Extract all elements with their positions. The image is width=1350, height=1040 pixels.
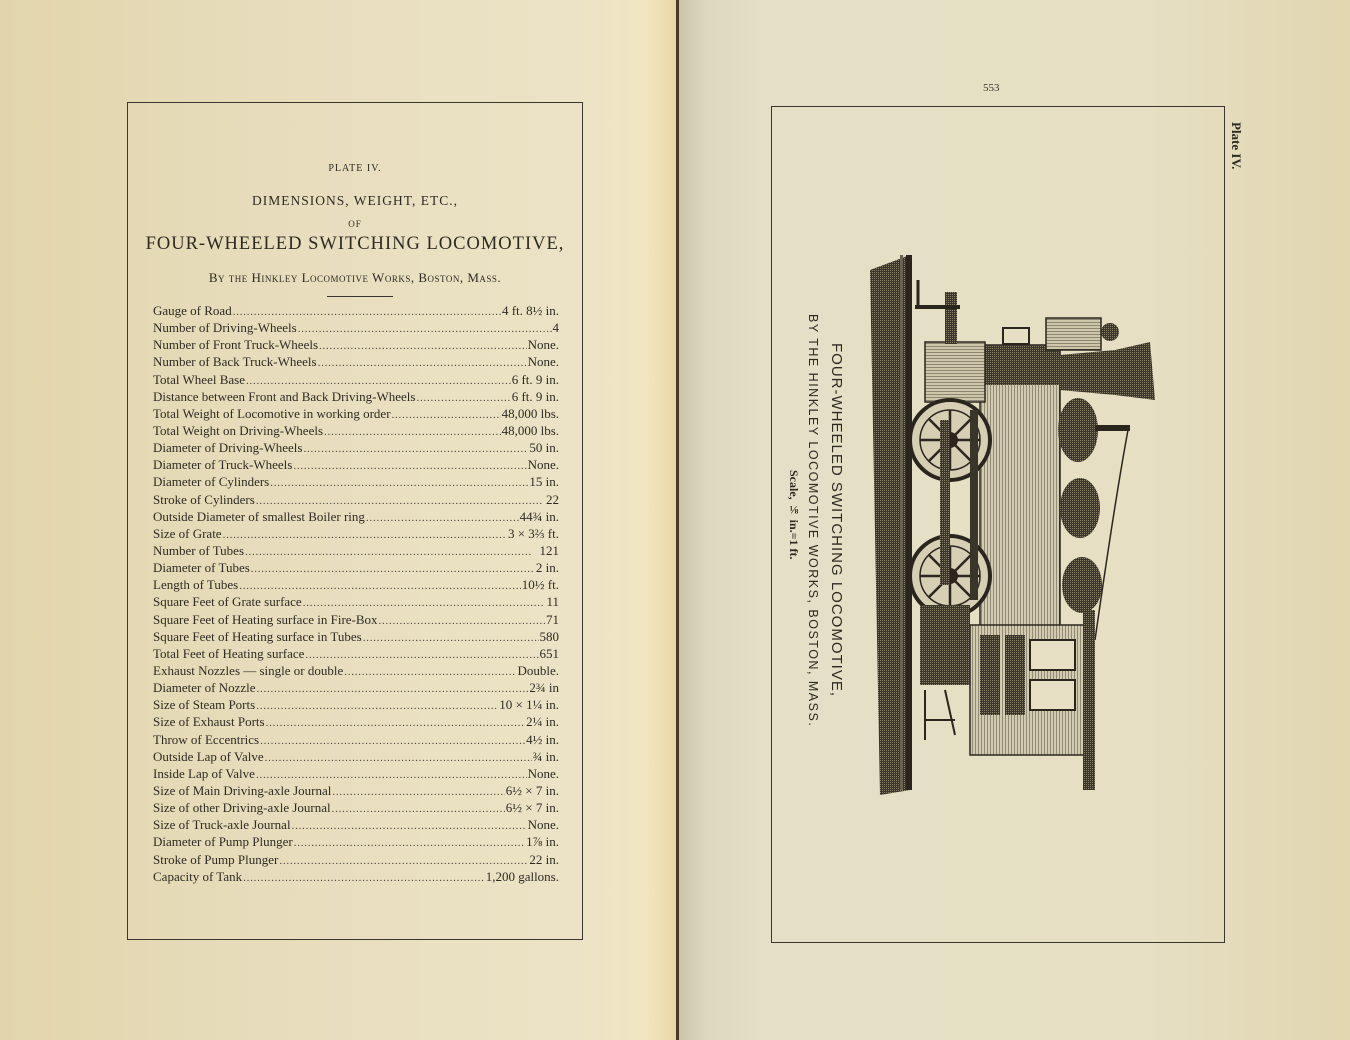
spec-value: None.	[527, 354, 559, 370]
spec-label: Total Wheel Base	[153, 371, 245, 387]
leader-dots	[324, 424, 501, 439]
spec-label: Distance between Front and Back Driving-Wheels	[153, 388, 416, 404]
leader-dots	[239, 578, 521, 593]
spec-label: Outside Lap of Valve	[153, 748, 264, 764]
spec-label: Size of Truck-axle Journal	[153, 817, 291, 833]
spec-value: 4 ft. 8½ in.	[501, 303, 559, 318]
spec-label: Total Feet of Heating surface	[153, 645, 305, 661]
spec-label: Exhaust Nozzles — single or double	[153, 662, 344, 678]
spec-label: Stroke of Cylinders	[153, 491, 255, 507]
spec-row	[153, 679, 559, 696]
spec-row	[153, 731, 559, 748]
spec-row	[153, 713, 559, 730]
spec-value: None.	[527, 337, 559, 353]
leader-dots	[305, 647, 538, 662]
spec-value: 6 ft. 9 in.	[511, 371, 559, 387]
spec-label: Outside Diameter of smallest Boiler ring	[153, 508, 365, 524]
leader-dots	[294, 835, 525, 850]
plate-label: PLATE IV.	[328, 163, 382, 174]
spec-value: 580	[539, 628, 559, 644]
leader-dots	[416, 390, 510, 405]
spec-value: 3 × 3⅔ ft.	[507, 525, 559, 541]
spec-row	[153, 611, 559, 628]
leader-dots	[246, 373, 511, 388]
spec-label: Number of Front Truck-Wheels	[153, 337, 319, 353]
spec-row	[153, 696, 559, 713]
spec-value: 22	[546, 491, 559, 507]
spec-value: Double.	[517, 662, 559, 678]
spec-value: 651	[539, 645, 559, 661]
spec-row	[153, 336, 559, 353]
spec-label: Diameter of Truck-Wheels	[153, 457, 293, 473]
leader-dots	[251, 561, 535, 576]
spec-row	[153, 782, 559, 799]
spec-value: 71	[546, 611, 559, 627]
illustration-caption-byline: BY THE HINKLEY LOCOMOTIVE WORKS, BOSTON, MASS.	[806, 314, 820, 728]
spec-label: Size of Exhaust Ports	[153, 714, 265, 730]
spec-row	[153, 662, 559, 679]
spec-row	[153, 593, 559, 610]
spec-row	[153, 491, 559, 508]
divider-rule	[327, 296, 393, 297]
leader-dots	[223, 527, 507, 542]
spec-row	[153, 371, 559, 388]
spec-value: 50 in.	[529, 440, 559, 456]
spec-label: Diameter of Nozzle	[153, 680, 256, 696]
leader-dots	[318, 355, 527, 370]
leader-dots	[256, 698, 498, 713]
leader-dots	[293, 458, 526, 473]
spec-row	[153, 645, 559, 662]
leader-dots	[257, 681, 529, 696]
spec-value: None.	[527, 457, 559, 473]
leader-dots	[303, 441, 528, 456]
byline: By the Hinkley Locomotive Works, Boston, Mass.	[208, 270, 502, 285]
spec-label: Diameter of Pump Plunger	[153, 834, 293, 850]
spec-label: Throw of Eccentrics	[153, 731, 260, 747]
spec-value: ¾ in.	[532, 748, 559, 764]
page-number: 553	[983, 82, 1000, 94]
of-label: OF	[348, 219, 362, 229]
leader-dots	[392, 407, 501, 422]
plate-side-label: Plate IV.	[1229, 122, 1244, 170]
spec-row	[153, 833, 559, 850]
spec-row	[153, 353, 559, 370]
spec-row	[153, 576, 559, 593]
spec-row	[153, 319, 559, 336]
spec-value: 10 × 1¼ in.	[499, 697, 559, 713]
specifications-list	[153, 302, 559, 885]
spec-value: 4½ in.	[526, 731, 559, 747]
spec-value: None.	[527, 765, 559, 781]
spec-label: Number of Back Truck-Wheels	[153, 354, 317, 370]
spec-label: Total Weight of Locomotive in working order	[153, 405, 391, 421]
spec-value: 11	[546, 594, 559, 610]
spec-value: 15 in.	[529, 474, 559, 490]
leader-dots	[270, 475, 528, 490]
spec-label: Number of Tubes	[153, 542, 245, 558]
spec-value: 2¾ in	[529, 680, 559, 696]
spec-label: Square Feet of Heating surface in Tubes	[153, 628, 362, 644]
page-title: FOUR-WHEELED SWITCHING LOCOMOTIVE,	[145, 234, 565, 254]
leader-dots	[344, 664, 516, 679]
leader-dots	[266, 715, 526, 730]
spec-row	[153, 851, 559, 868]
spec-label: Stroke of Pump Plunger	[153, 851, 279, 867]
spec-value: 4	[552, 320, 559, 336]
spec-value: 48,000 lbs.	[501, 422, 559, 438]
spec-value: 1⅞ in.	[526, 834, 559, 850]
leader-dots	[332, 784, 504, 799]
spec-label: Total Weight on Driving-Wheels	[153, 422, 324, 438]
leader-dots	[319, 338, 527, 353]
dimensions-heading: DIMENSIONS, WEIGHT, ETC.,	[252, 193, 458, 208]
spec-row	[153, 508, 559, 525]
spec-value: 2 in.	[535, 560, 559, 576]
leader-dots	[332, 801, 505, 816]
spec-row	[153, 542, 559, 559]
spec-label: Diameter of Driving-Wheels	[153, 440, 303, 456]
spec-label: Inside Lap of Valve	[153, 765, 255, 781]
spec-row	[153, 405, 559, 422]
spec-label: Size of other Driving-axle Journal	[153, 800, 331, 816]
spec-label: Diameter of Cylinders	[153, 474, 270, 490]
leader-dots	[292, 818, 527, 833]
track-icon	[870, 255, 912, 795]
spec-row	[153, 559, 559, 576]
spec-label: Diameter of Tubes	[153, 560, 250, 576]
leader-dots	[265, 750, 532, 765]
leader-dots	[243, 870, 485, 885]
spec-label: Gauge of Road	[153, 303, 232, 318]
spec-label: Length of Tubes	[153, 577, 239, 593]
spec-row	[153, 525, 559, 542]
spec-label: Size of Steam Ports	[153, 697, 256, 713]
locomotive-illustration	[870, 250, 1215, 795]
spec-value: 1,200 gallons.	[485, 868, 559, 884]
spec-row	[153, 439, 559, 456]
spec-label: Square Feet of Heating surface in Fire-Box	[153, 611, 378, 627]
spec-row	[153, 799, 559, 816]
spec-row	[153, 422, 559, 439]
spec-label: Square Feet of Grate surface	[153, 594, 302, 610]
spec-label: Capacity of Tank	[153, 868, 243, 884]
leader-dots	[279, 853, 528, 868]
leader-dots	[303, 595, 546, 610]
illustration-scale: Scale, ⅛ in.=1 ft.	[787, 470, 801, 560]
book-gutter	[676, 0, 679, 1040]
spec-value: 2¼ in.	[526, 714, 559, 730]
spec-value: 48,000 lbs.	[501, 405, 559, 421]
spec-value: 22 in.	[529, 851, 559, 867]
spec-row	[153, 765, 559, 782]
spec-row	[153, 628, 559, 645]
spec-value: 6 ft. 9 in.	[511, 388, 559, 404]
leader-dots	[256, 767, 527, 782]
spec-value: 10½ ft.	[521, 577, 559, 593]
spec-row	[153, 302, 559, 319]
leader-dots	[260, 733, 525, 748]
spec-label: Number of Driving-Wheels	[153, 320, 297, 336]
leader-dots	[379, 613, 545, 628]
spec-row	[153, 473, 559, 490]
spec-row	[153, 748, 559, 765]
spec-value: 44¾ in.	[519, 508, 559, 524]
spec-value: None.	[527, 817, 559, 833]
spec-value: 6½ × 7 in.	[505, 800, 559, 816]
spec-row	[153, 456, 559, 473]
spec-label: Size of Grate	[153, 525, 222, 541]
spec-row	[153, 868, 559, 885]
leader-dots	[233, 304, 501, 319]
leader-dots	[256, 493, 545, 508]
illustration-caption-title: FOUR-WHEELED SWITCHING LOCOMOTIVE,	[828, 343, 845, 698]
leader-dots	[245, 544, 538, 559]
spec-label: Size of Main Driving-axle Journal	[153, 782, 332, 798]
spec-value: 121	[539, 542, 559, 558]
spec-value: 6½ × 7 in.	[505, 782, 559, 798]
leader-dots	[298, 321, 552, 336]
leader-dots	[366, 510, 519, 525]
spec-row	[153, 388, 559, 405]
spec-row	[153, 816, 559, 833]
leader-dots	[363, 630, 539, 645]
